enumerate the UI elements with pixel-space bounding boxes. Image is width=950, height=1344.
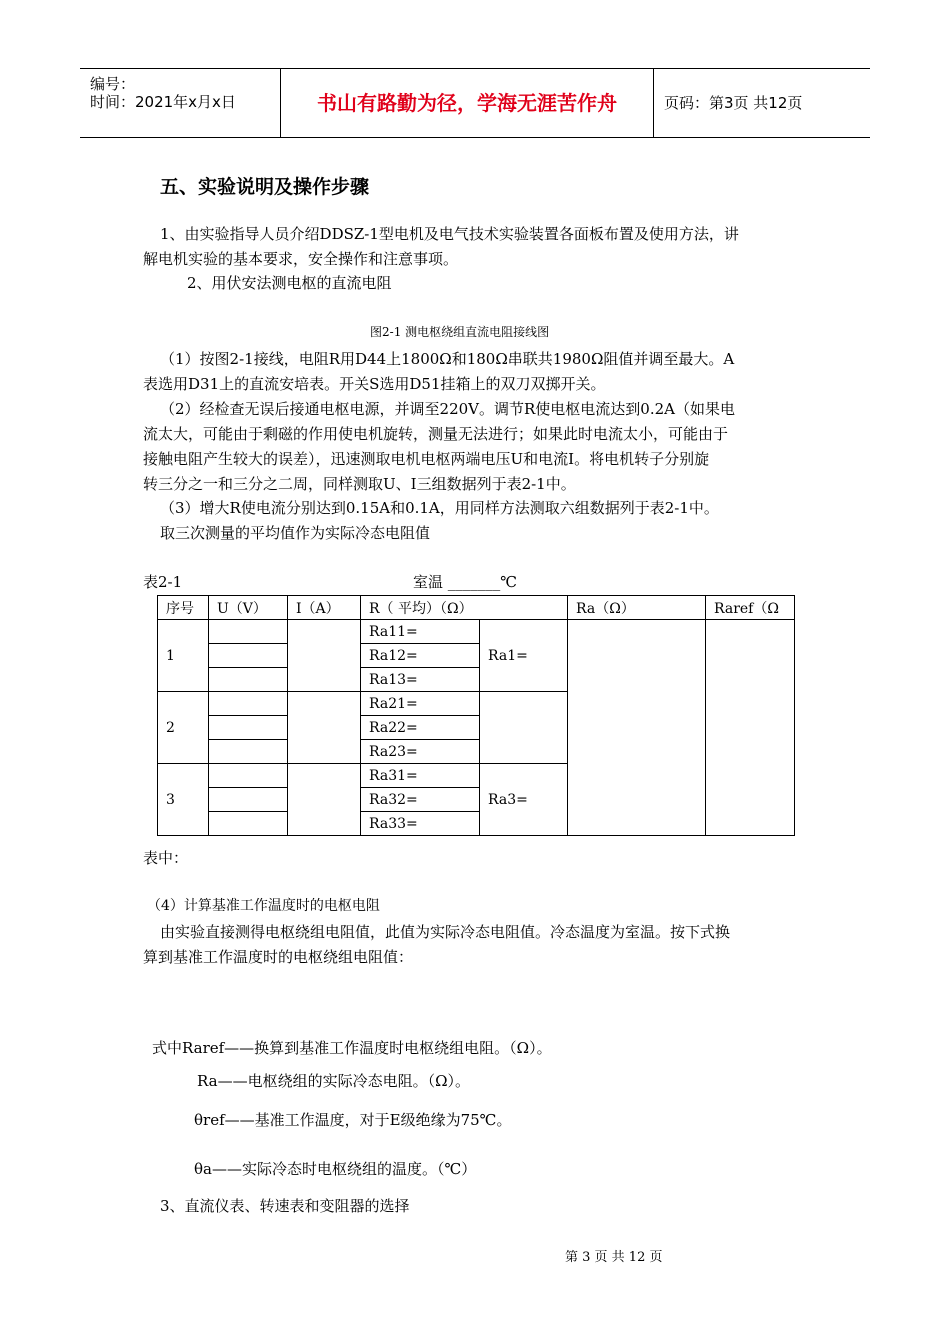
i-cell: [288, 620, 361, 692]
i-cell: [288, 692, 361, 764]
step-4-title: （4）计算基准工作温度时的电枢电阻: [147, 898, 380, 914]
u-cell: [209, 788, 288, 812]
table-label: 表2-1: [143, 573, 183, 591]
definition-theta-ref: θref——基准工作温度，对于E级绝缘为75℃。: [194, 1111, 512, 1129]
raref-cell: [706, 620, 795, 836]
table-footer-note: 表中：: [143, 849, 189, 867]
room-temp-value: _______: [447, 573, 501, 591]
room-temp-unit: ℃: [500, 573, 518, 591]
definition-raref: 式中Raref——换算到基准工作温度时电枢绕组电阻。（Ω）。: [152, 1039, 552, 1057]
time-label: 时间：2021年x月x日: [90, 93, 236, 111]
definition-theta-a: θa——实际冷态时电枢绕组的温度。（℃）: [194, 1160, 477, 1178]
r-cell: Ra23=: [361, 740, 480, 764]
r-cell: Ra21=: [361, 692, 480, 716]
header-cell: Raref（Ω: [706, 596, 795, 620]
r-cell: Ra11=: [361, 620, 480, 644]
ra-cell: [568, 620, 706, 836]
step-2-line-2: 流太大，可能由于剩磁的作用使电机旋转，测量无法进行；如果此时电流太小，可能由于: [143, 425, 729, 443]
section-title: 五、实验说明及操作步骤: [160, 176, 370, 198]
step-1-line-1: （1）按图2-1接线，电阻R用D44上1800Ω和180Ω串联共1980Ω阻值并调至最大。A: [160, 350, 735, 368]
header-cell: I（A）: [288, 596, 361, 620]
header-cell: U（V）: [209, 596, 288, 620]
figure-caption: 图2-1 测电枢绕组直流电阻接线图: [370, 325, 550, 339]
data-table: [157, 595, 795, 836]
r-cell: Ra33=: [361, 812, 480, 836]
u-cell: [209, 764, 288, 788]
u-cell: [209, 740, 288, 764]
paragraph-1-line-2: 解电机实验的基本要求，安全操作和注意事项。: [143, 250, 459, 268]
u-cell: [209, 692, 288, 716]
header-cell: Ra（Ω）: [568, 596, 706, 620]
header-page-info: [662, 69, 870, 137]
u-cell: [209, 620, 288, 644]
table-header-row: [158, 596, 795, 620]
room-temp: [413, 570, 517, 595]
u-cell: [209, 812, 288, 836]
table-row: [158, 620, 795, 644]
u-cell: [209, 716, 288, 740]
paragraph-1-line-1: 1、由实验指导人员介绍DDSZ-1型电机及电气技术实验装置各面板布置及使用方法，讲: [160, 225, 739, 243]
r-cell: Ra12=: [361, 644, 480, 668]
u-cell: [209, 644, 288, 668]
room-temp-label: 室温: [413, 573, 444, 591]
step-2-line-1: （2）经检查无误后接通电枢电源，并调至220V。调节R使电枢电流达到0.2A（如果电: [160, 400, 735, 418]
r-cell: Ra31=: [361, 764, 480, 788]
seq-cell: 2: [158, 692, 209, 764]
r-avg-cell: [480, 692, 568, 764]
step-4-line-2: 算到基准工作温度时的电枢绕组电阻值：: [143, 948, 414, 966]
paragraph-2: 2、用伏安法测电枢的直流电阻: [187, 274, 392, 292]
header-cell: 序号: [158, 596, 209, 620]
r-cell: Ra32=: [361, 788, 480, 812]
r-cell: Ra22=: [361, 716, 480, 740]
r-avg-cell: Ra3=: [480, 764, 568, 836]
u-cell: [209, 668, 288, 692]
step-3: （3）增大R使电流分别达到0.15A和0.1A，用同样方法测取六组数据列于表2-1中。: [160, 499, 719, 517]
definition-ra: Ra——电枢绕组的实际冷态电阻。（Ω）。: [197, 1072, 471, 1090]
page-header: [80, 68, 870, 138]
header-cell: R（ 平均）（Ω）: [361, 596, 568, 620]
average-note: 取三次测量的平均值作为实际冷态电阻值: [160, 524, 431, 542]
page-info: 页码：第3页 共12页: [664, 94, 803, 112]
step-2-line-3: 接触电阻产生较大的误差），迅速测取电机电枢两端电压U和电流I。将电机转子分别旋: [143, 450, 710, 468]
seq-cell: 1: [158, 620, 209, 692]
number-label: 编号：: [90, 75, 136, 93]
r-cell: Ra13=: [361, 668, 480, 692]
step-2-line-4: 转三分之一和三分之二周，同样测取U、I三组数据列于表2-1中。: [143, 475, 576, 493]
header-slogan: 书山有路勤为径，学海无涯苦作舟: [281, 69, 654, 137]
header-meta: [80, 69, 281, 137]
step-1-line-2: 表选用D31上的直流安培表。开关S选用D51挂箱上的双刀双掷开关。: [143, 375, 606, 393]
r-avg-cell: Ra1=: [480, 620, 568, 692]
seq-cell: 3: [158, 764, 209, 836]
section-3-title: 3、直流仪表、转速表和变阻器的选择: [160, 1197, 410, 1215]
page-footer: 第 3 页 共 12 页: [565, 1250, 663, 1265]
i-cell: [288, 764, 361, 836]
step-4-line-1: 由实验直接测得电枢绕组电阻值，此值为实际冷态电阻值。冷态温度为室温。按下式换: [160, 923, 731, 941]
